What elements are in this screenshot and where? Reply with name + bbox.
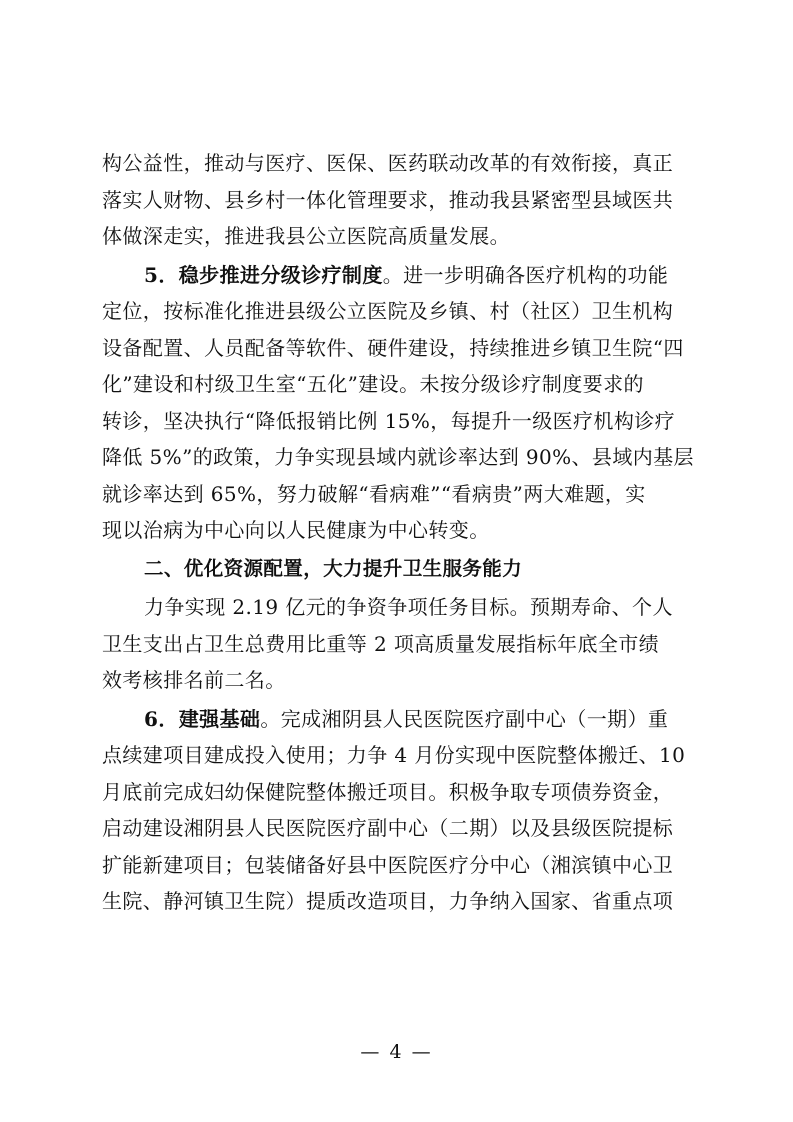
text-line: 降低 5%”的政策，力争实现县域内就诊率达到 90%、县域内基层 bbox=[102, 445, 694, 469]
text-line: 生院、静河镇卫生院）提质改造项目，力争纳入国家、省重点项 bbox=[102, 889, 674, 913]
text-line: 就诊率达到 65%，努力破解“看病难”“看病贵”两大难题，实 bbox=[102, 481, 646, 506]
page-number: — 4 — bbox=[360, 1041, 433, 1063]
text-run: 。完成湘阴县人民医院医疗副中心（一期）重 bbox=[260, 706, 669, 731]
text-line: 现以治病为中心向以人民健康为中心转变。 bbox=[102, 518, 490, 542]
item-5-lead: 5．稳步推进分级诊疗制度 bbox=[144, 262, 383, 287]
paragraph-continuation bbox=[102, 145, 692, 255]
text-line: 体做深走实，推进我县公立医院高质量发展。 bbox=[102, 224, 510, 248]
section-heading bbox=[102, 551, 692, 588]
text-line: 落实人财物、县乡村一体化管理要求，推动我县紧密型县域医共 bbox=[102, 187, 674, 212]
text-run: 。进一步明确各医疗机构的功能 bbox=[382, 262, 669, 287]
text-line: 点续建项目建成投入使用；力争 4 月份实现中医院整体搬迁、10 bbox=[102, 743, 686, 767]
item-6-lead: 6．建强基础 bbox=[144, 706, 261, 731]
text-line: 月底前完成妇幼保健院整体搬迁项目。积极争取专项债券资金， bbox=[102, 779, 674, 804]
document-body bbox=[102, 145, 692, 920]
text-line: 设备配置、人员配备等软件、硬件建设，持续推进乡镇卫生院“四 bbox=[102, 335, 684, 360]
text-line: 扩能新建项目；包装储备好县中医院医疗分中心（湘滨镇中心卫 bbox=[102, 852, 674, 877]
paragraph-infrastructure bbox=[102, 701, 692, 920]
text-line: 定位，按标准化推进县级公立医院及乡镇、村（社区）卫生机构 bbox=[102, 299, 674, 323]
text-line bbox=[102, 701, 692, 738]
text-line: 转诊，坚决执行“降低报销比例 15%，每提升一级医疗机构诊疗 bbox=[102, 408, 676, 433]
text-line: 启动建设湘阴县人民医院医疗副中心（二期）以及县级医院提标 bbox=[102, 816, 674, 840]
paragraph-tiered-diagnosis bbox=[102, 257, 692, 549]
text-line: 力争实现 2.19 亿元的争资争项任务目标。预期寿命、个人 bbox=[144, 595, 673, 619]
text-line: 化”建设和村级卫生室“五化”建设。未按分级诊疗制度要求的 bbox=[102, 372, 644, 396]
text-line: 效考核排名前二名。 bbox=[102, 668, 286, 692]
paragraph-targets bbox=[102, 589, 692, 699]
text-line bbox=[102, 257, 692, 294]
text-line: 构公益性，推动与医疗、医保、医药联动改革的有效衔接，真正 bbox=[102, 151, 674, 175]
section-heading-text: 二、优化资源配置，大力提升卫生服务能力 bbox=[144, 556, 523, 580]
text-line: 卫生支出占卫生总费用比重等 2 项高质量发展指标年底全市绩 bbox=[102, 631, 660, 656]
